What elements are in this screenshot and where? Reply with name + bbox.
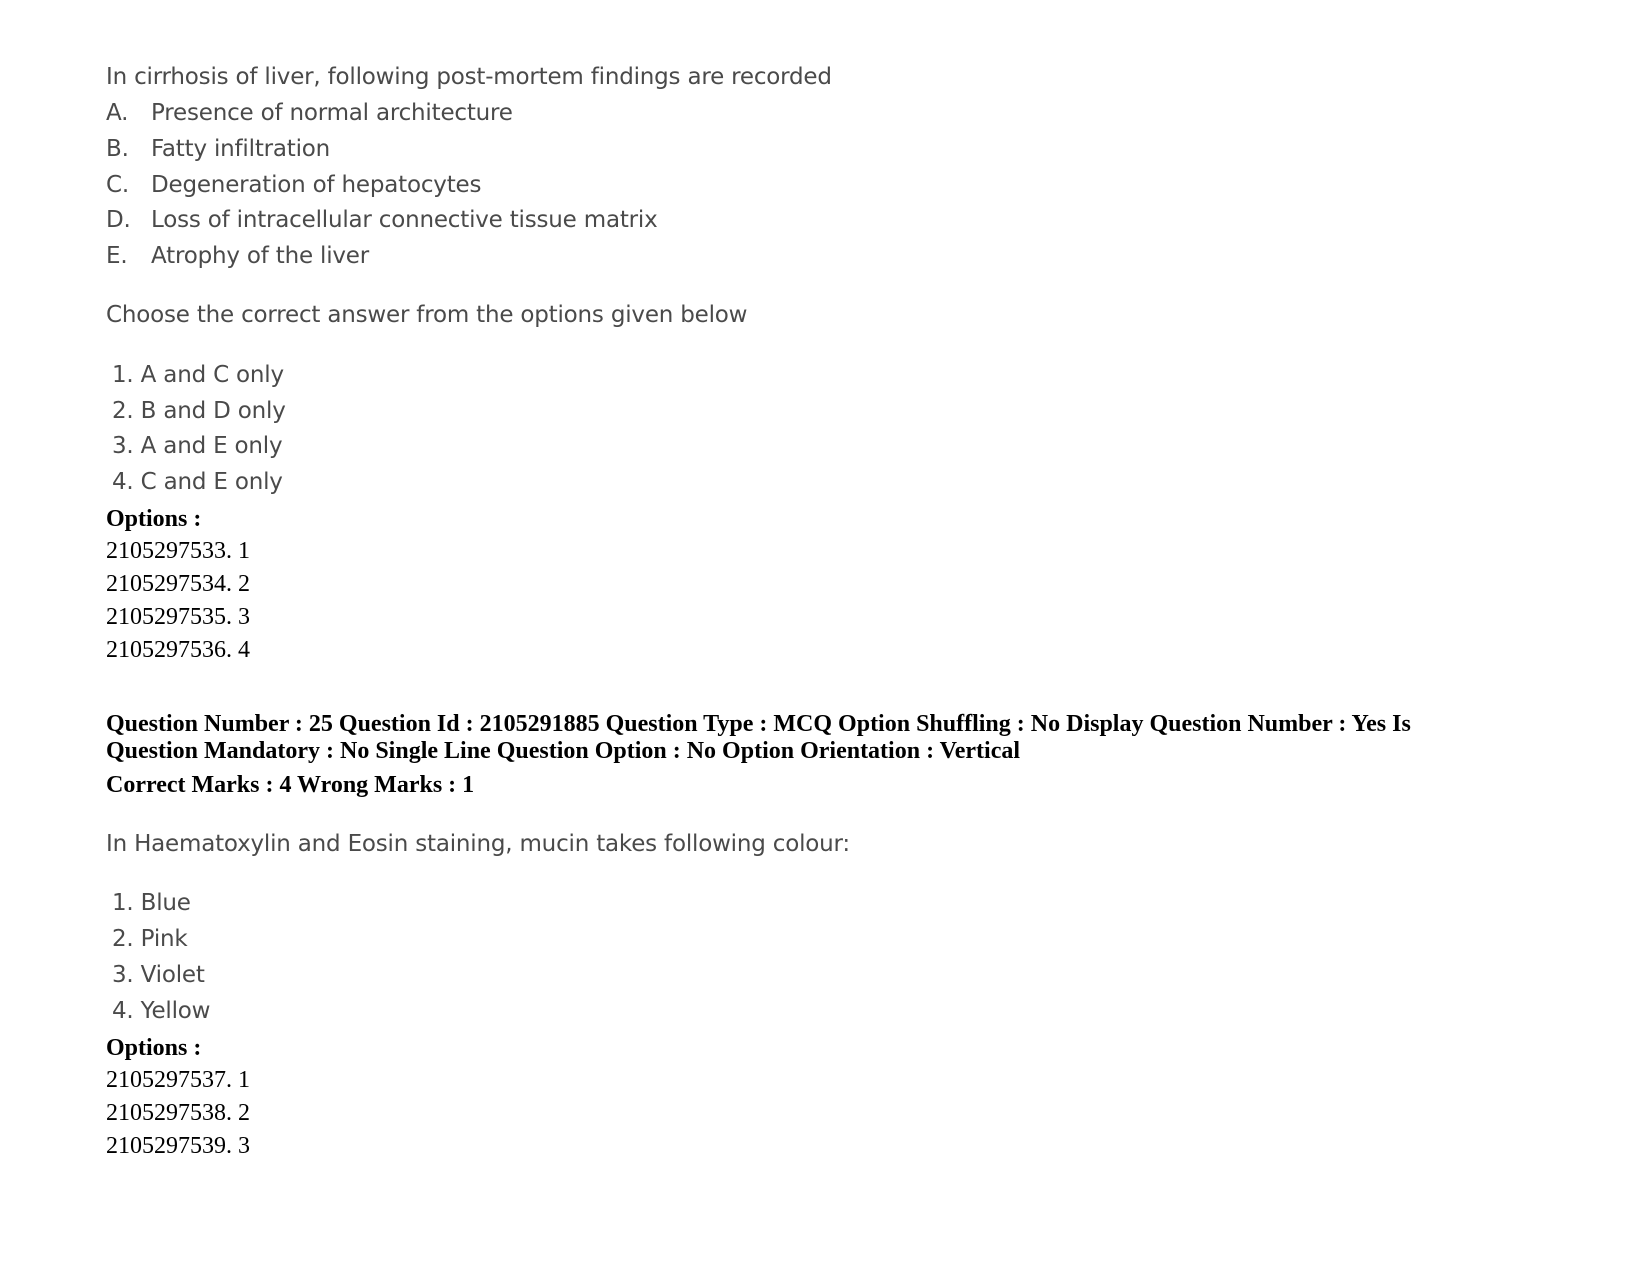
option-item: 2105297537. 1: [106, 1067, 250, 1093]
question-meta: Question Number : 25 Question Id : 2105291885 Question Type : MCQ Option Shuffling : No Display Question Number : Yes Is: [106, 711, 1411, 737]
option-item: 2105297536. 4: [106, 637, 250, 663]
statement-letter: D.: [106, 207, 131, 233]
option-item: 2105297535. 3: [106, 604, 250, 630]
statement-text: Atrophy of the liver: [151, 243, 370, 269]
options-label: Options :: [106, 506, 202, 532]
answer-choice: 2. Pink: [112, 926, 188, 952]
answer-instruction: Choose the correct answer from the options given below: [106, 302, 748, 328]
answer-choice: 1. Blue: [112, 890, 191, 916]
question-stem: In cirrhosis of liver, following post-mortem findings are recorded: [106, 64, 832, 90]
question-meta: Question Mandatory : No Single Line Question Option : No Option Orientation : Vertical: [106, 738, 1021, 764]
statement-letter: B.: [106, 136, 129, 162]
question-stem: In Haematoxylin and Eosin staining, mucin takes following colour:: [106, 831, 850, 857]
option-item: 2105297534. 2: [106, 571, 250, 597]
statement-letter: C.: [106, 172, 129, 198]
statement-text: Loss of intracellular connective tissue matrix: [151, 207, 658, 233]
answer-choice: 4. Yellow: [112, 998, 211, 1024]
statement-letter: E.: [106, 243, 128, 269]
statement-text: Fatty infiltration: [151, 136, 331, 162]
statement-e: [106, 243, 369, 269]
statement-c: [106, 172, 481, 198]
statement-d: [106, 207, 658, 233]
statement-text: Degeneration of hepatocytes: [151, 172, 482, 198]
option-item: 2105297533. 1: [106, 538, 250, 564]
statement-b: [106, 136, 330, 162]
statement-a: [106, 100, 513, 126]
statement-text: Presence of normal architecture: [151, 100, 513, 126]
answer-choice: 2. B and D only: [112, 398, 286, 424]
answer-choice: 3. Violet: [112, 962, 205, 988]
options-label: Options :: [106, 1035, 202, 1061]
answer-choice: 4. C and E only: [112, 469, 283, 495]
answer-choice: 3. A and E only: [112, 433, 283, 459]
question-marks: Correct Marks : 4 Wrong Marks : 1: [106, 772, 475, 798]
answer-choice: 1. A and C only: [112, 362, 284, 388]
option-item: 2105297538. 2: [106, 1100, 250, 1126]
option-item: 2105297539. 3: [106, 1133, 250, 1159]
statement-letter: A.: [106, 100, 129, 126]
